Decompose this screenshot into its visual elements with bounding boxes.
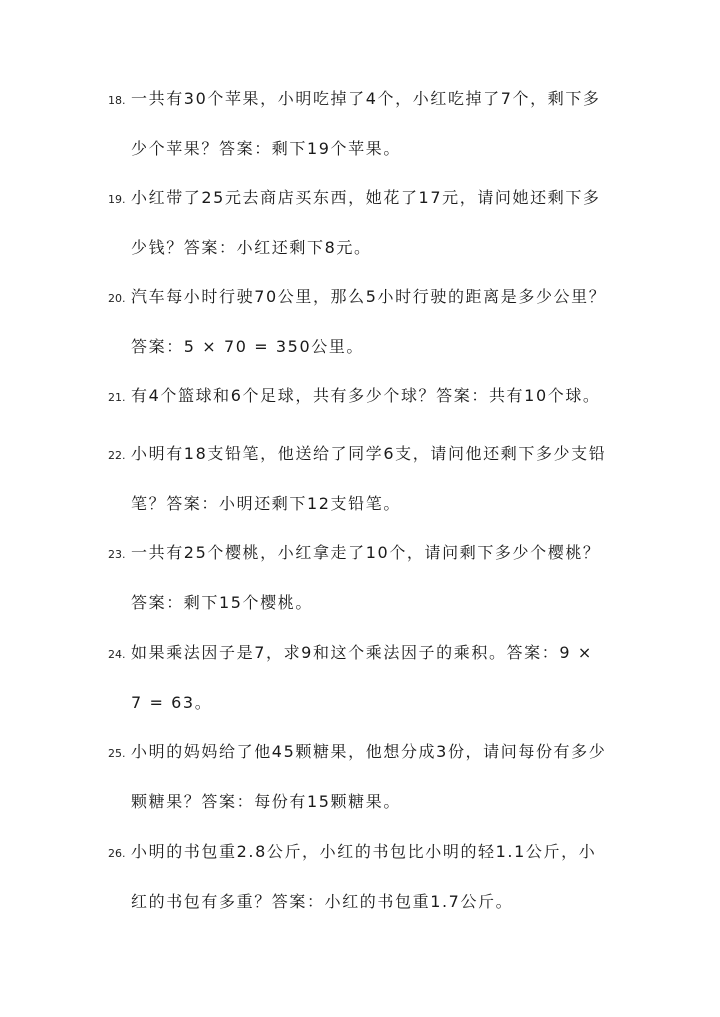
problem-number: 23. <box>108 548 126 561</box>
problem-number: 25. <box>108 747 126 760</box>
problem-text-line-2: 红的书包有多重？答案：小红的书包重1.7公斤。 <box>131 892 514 911</box>
problem-number: 26. <box>108 847 126 860</box>
problem-text-line-1: 小明有18支铅笔，他送给了同学6支，请问他还剩下多少支铅 <box>131 444 607 463</box>
problem-text-line-2: 颗糖果？答案：每份有15颗糖果。 <box>131 792 401 811</box>
problem-text-line-1: 小明的书包重2.8公斤，小红的书包比小明的轻1.1公斤，小 <box>131 842 597 861</box>
problem-text-line-1: 有4个篮球和6个足球，共有多少个球？答案：共有10个球。 <box>131 386 601 405</box>
problem-text-line-1: 如果乘法因子是7，求9和这个乘法因子的乘积。答案：9 × <box>131 643 593 662</box>
problem-number: 18. <box>108 94 126 107</box>
problem-number: 21. <box>108 391 126 404</box>
problem-text-line-2: 答案：5 × 70 = 350公里。 <box>131 337 365 356</box>
problem-text-line-1: 小红带了25元去商店买东西，她花了17元，请问她还剩下多 <box>131 188 601 207</box>
problem-text-line-1: 汽车每小时行驶70公里，那么5小时行驶的距离是多少公里？ <box>131 287 607 306</box>
problem-number: 20. <box>108 292 126 305</box>
problem-text-line-2: 7 = 63。 <box>131 693 213 712</box>
problem-text-line-2: 答案：剩下15个樱桃。 <box>131 593 313 612</box>
problem-text-line-2: 少钱？答案：小红还剩下8元。 <box>131 238 372 257</box>
problem-number: 19. <box>108 193 126 206</box>
problem-number: 24. <box>108 648 126 661</box>
problem-text-line-2: 少个苹果？答案：剩下19个苹果。 <box>131 139 401 158</box>
problem-text-line-1: 小明的妈妈给了他45颗糖果，他想分成3份，请问每份有多少 <box>131 742 607 761</box>
problem-text-line-1: 一共有25个樱桃，小红拿走了10个，请问剩下多少个樱桃？ <box>131 543 601 562</box>
problem-text-line-2: 笔？答案：小明还剩下12支铅笔。 <box>131 494 401 513</box>
problem-text-line-1: 一共有30个苹果，小明吃掉了4个，小红吃掉了7个，剩下多 <box>131 89 601 108</box>
problem-number: 22. <box>108 449 126 462</box>
